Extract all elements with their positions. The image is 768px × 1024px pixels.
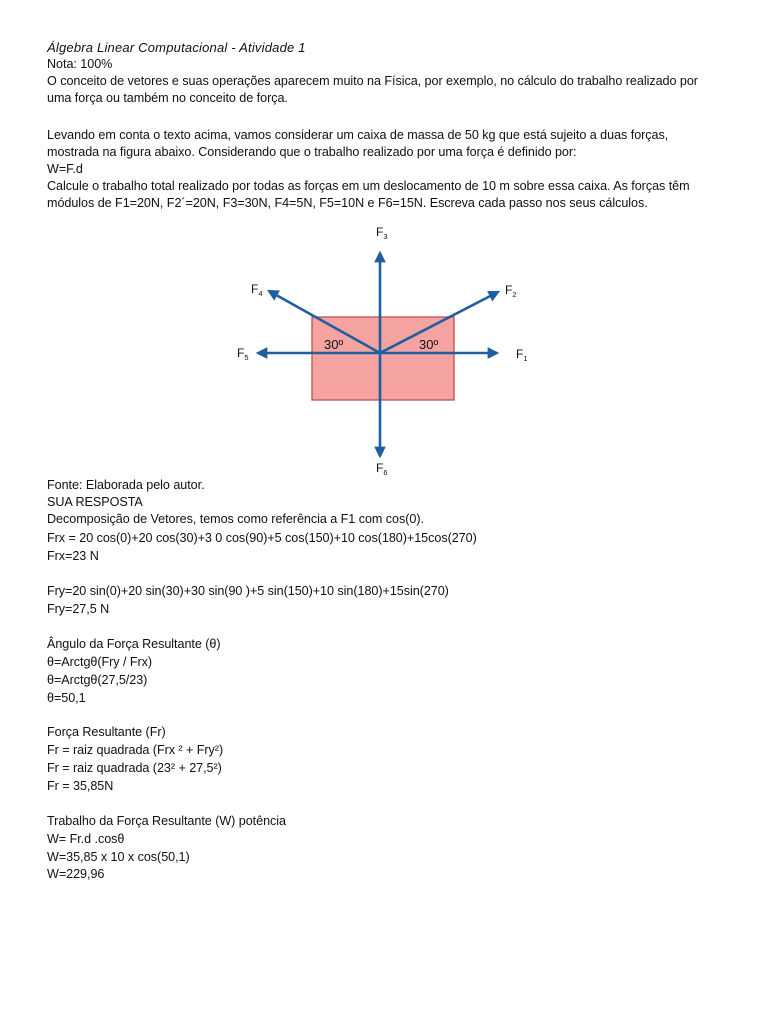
fry-value: Fry=27,5 N xyxy=(47,602,110,616)
figure-source: Fonte: Elaborada pelo autor. xyxy=(47,478,205,492)
label-f6-sub: 6 xyxy=(383,468,388,477)
resultant-line-3: Fr = 35,85N xyxy=(47,779,114,793)
force-diagram-svg xyxy=(200,222,568,478)
problem-line-4: módulos de F1=20N, F2´=20N, F3=30N, F4=5N, F5=10N e F6=15N. Escreva cada passo nos seus cálculos. xyxy=(47,196,648,210)
label-f1-letter: F xyxy=(516,347,524,361)
resultant-line-2: Fr = raiz quadrada (23² + 27,5²) xyxy=(47,761,222,775)
angle-left-label: 30º xyxy=(324,337,344,352)
label-f5-letter: F xyxy=(237,346,245,360)
label-f2-sub: 2 xyxy=(512,290,517,299)
label-f6 xyxy=(376,461,388,477)
fry-expression: Fry=20 sin(0)+20 sin(30)+30 sin(90 )+5 sin(150)+10 sin(180)+15sin(270) xyxy=(47,584,449,598)
work-line-1: W= Fr.d .cosθ xyxy=(47,832,125,846)
work-line-3: W=229,96 xyxy=(47,867,105,881)
problem-line-3: Calcule o trabalho total realizado por todas as forças em um deslocamento de 10 m sobre essa caixa. As forças têm xyxy=(47,179,690,193)
label-f3 xyxy=(376,225,388,241)
force-diagram xyxy=(200,222,568,478)
work-section-title: Trabalho da Força Resultante (W) potência xyxy=(47,814,286,828)
resultant-section-title: Força Resultante (Fr) xyxy=(47,725,166,739)
label-f6-letter: F xyxy=(376,461,384,475)
angle-line-3: θ=50,1 xyxy=(47,691,86,705)
problem-line-2: mostrada na figura abaixo. Considerando que o trabalho realizado por uma força é definido por: xyxy=(47,145,577,159)
angle-right-label: 30º xyxy=(419,337,439,352)
label-f4-sub: 4 xyxy=(258,289,263,298)
intro-line-2: uma força ou também no conceito de força. xyxy=(47,91,288,105)
resultant-line-1: Fr = raiz quadrada (Frx ² + Fry²) xyxy=(47,743,224,757)
label-f1 xyxy=(516,347,528,363)
label-f1-sub: 1 xyxy=(523,354,528,363)
intro-line-1: O conceito de vetores e suas operações aparecem muito na Física, por exemplo, no cálculo do trabalho realizado por xyxy=(47,74,698,88)
angle-section-title: Ângulo da Força Resultante (θ) xyxy=(47,637,221,651)
grade-text: Nota: 100% xyxy=(47,57,113,71)
frx-value: Frx=23 N xyxy=(47,549,99,563)
angle-line-2: θ=Arctgθ(27,5/23) xyxy=(47,673,148,687)
decomposition-text: Decomposição de Vetores, temos como referência a F1 com cos(0). xyxy=(47,512,424,526)
angle-line-1: θ=Arctgθ(Fry / Frx) xyxy=(47,655,153,669)
label-f3-sub: 3 xyxy=(383,232,388,241)
label-f4-letter: F xyxy=(251,282,259,296)
frx-expression: Frx = 20 cos(0)+20 cos(30)+3 0 cos(90)+5 cos(150)+10 cos(180)+15cos(270) xyxy=(47,531,477,545)
label-f2 xyxy=(505,283,517,299)
label-f2-letter: F xyxy=(505,283,513,297)
label-f3-letter: F xyxy=(376,225,384,239)
label-f5 xyxy=(237,346,249,362)
label-f4 xyxy=(251,282,263,298)
work-formula: W=F.d xyxy=(47,162,83,176)
label-f5-sub: 5 xyxy=(244,353,249,362)
document-title: Álgebra Linear Computacional - Atividade 1 xyxy=(47,40,306,55)
answer-heading: SUA RESPOSTA xyxy=(47,495,143,509)
box-rectangle xyxy=(312,317,454,400)
problem-line-1: Levando em conta o texto acima, vamos considerar um caixa de massa de 50 kg que está sujeito a duas forças, xyxy=(47,128,669,142)
work-line-2: W=35,85 x 10 x cos(50,1) xyxy=(47,850,190,864)
